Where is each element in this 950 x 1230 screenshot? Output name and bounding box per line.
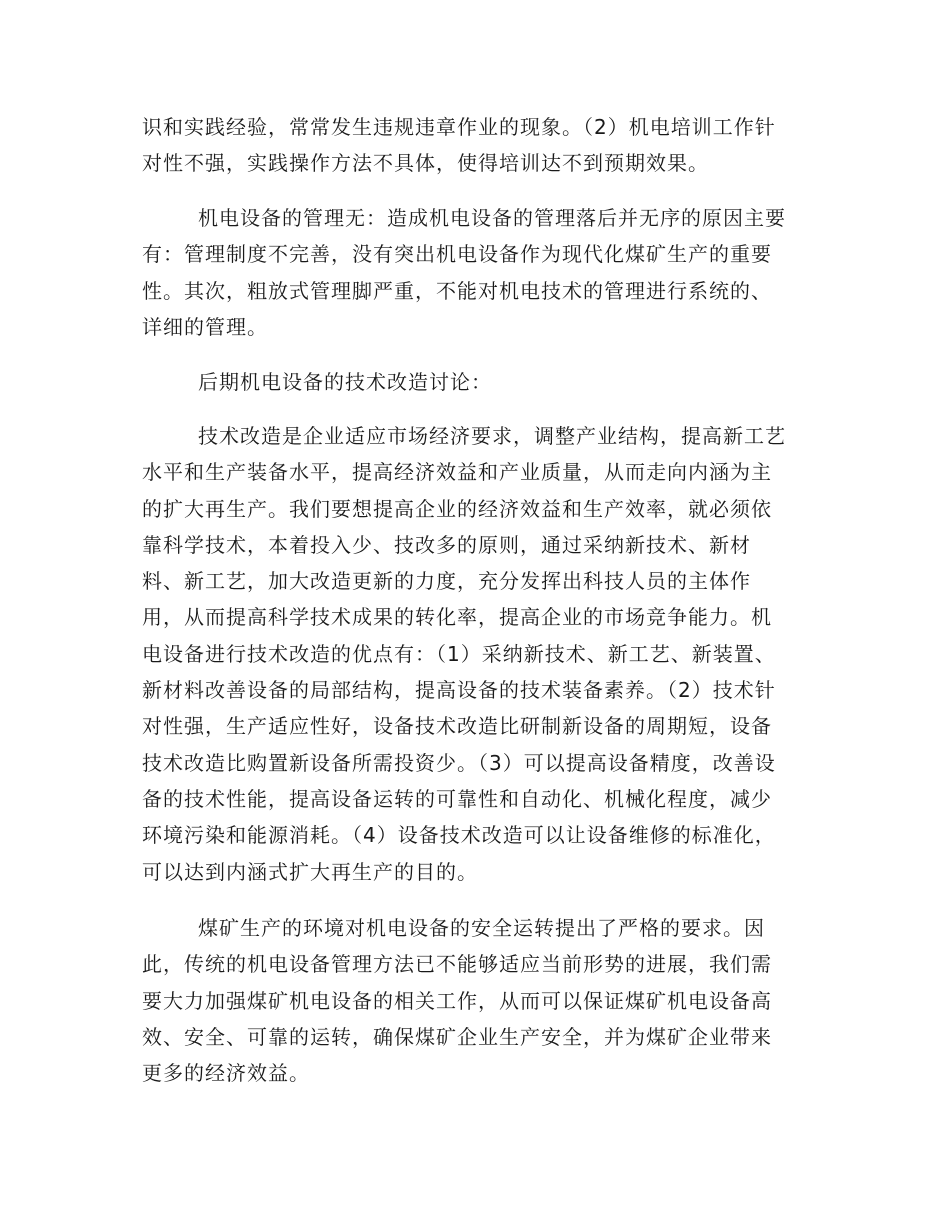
text-line: 靠科学技术，本着投入少、技改多的原则，通过采纳新技术、新材 <box>142 532 751 557</box>
text-line: 技术改造比购置新设备所需投资少。（3）可以提高设备精度，改善设 <box>142 750 776 775</box>
text-line: 技术改造是企业适应市场经济要求，调整产业结构，提高新工艺 <box>198 424 786 448</box>
text-line: 的扩大再生产。我们要想提高企业的经济效益和生产效率，就必须依 <box>142 496 772 521</box>
text-line: 后期机电设备的技术改造讨论： <box>198 370 492 394</box>
text-line: 效、安全、可靠的运转，确保煤矿企业生产安全，并为煤矿企业带来 <box>142 1024 772 1049</box>
paragraph-heading-tech-upgrade <box>142 364 812 400</box>
text-line: 识和实践经验，常常发生违规违章作业的现象。（2）机电培训工作针 <box>142 115 776 139</box>
paragraph-tech-upgrade <box>142 418 812 890</box>
text-line: 更多的经济效益。 <box>142 1061 310 1086</box>
paragraph-conclusion <box>142 910 812 1091</box>
text-line: 煤矿生产的环境对机电设备的安全运转提出了严格的要求。因 <box>198 916 765 940</box>
text-line: 要大力加强煤矿机电设备的相关工作，从而可以保证煤矿机电设备高 <box>142 988 772 1013</box>
paragraph-training-issues <box>142 109 812 182</box>
text-line: 详细的管理。 <box>142 314 268 339</box>
text-line: 备的技术性能，提高设备运转的可靠性和自动化、机械化程度，减少 <box>142 786 772 811</box>
text-line: 有：管理制度不完善，没有突出机电设备作为现代化煤矿生产的重要 <box>142 242 772 267</box>
text-line: 此，传统的机电设备管理方法已不能够适应当前形势的进展，我们需 <box>142 952 772 977</box>
text-line: 环境污染和能源消耗。（4）设备技术改造可以让设备维修的标准化， <box>142 823 776 848</box>
text-line: 可以达到内涵式扩大再生产的目的。 <box>142 859 478 884</box>
text-line: 用，从而提高科学技术成果的转化率，提高企业的市场竞争能力。机 <box>142 605 772 630</box>
text-line: 对性强，生产适应性好，设备技术改造比研制新设备的周期短，设备 <box>142 714 772 739</box>
text-line: 电设备进行技术改造的优点有：（1）采纳新技术、新工艺、新装置、 <box>142 641 776 666</box>
paragraph-management <box>142 200 812 345</box>
text-line: 水平和生产装备水平，提高经济效益和产业质量，从而走向内涵为主 <box>142 460 772 485</box>
text-line: 对性不强，实践操作方法不具体，使得培训达不到预期效果。 <box>142 151 709 176</box>
text-line: 性。其次，粗放式管理脚严重，不能对机电技术的管理进行系统的、 <box>142 278 772 303</box>
text-line: 机电设备的管理无：造成机电设备的管理落后并无序的原因主要 <box>198 206 786 230</box>
text-line: 新材料改善设备的局部结构，提高设备的技术装备素养。（2）技术针 <box>142 678 776 703</box>
text-line: 料、新工艺，加大改造更新的力度，充分发挥出科技人员的主体作 <box>142 569 751 594</box>
